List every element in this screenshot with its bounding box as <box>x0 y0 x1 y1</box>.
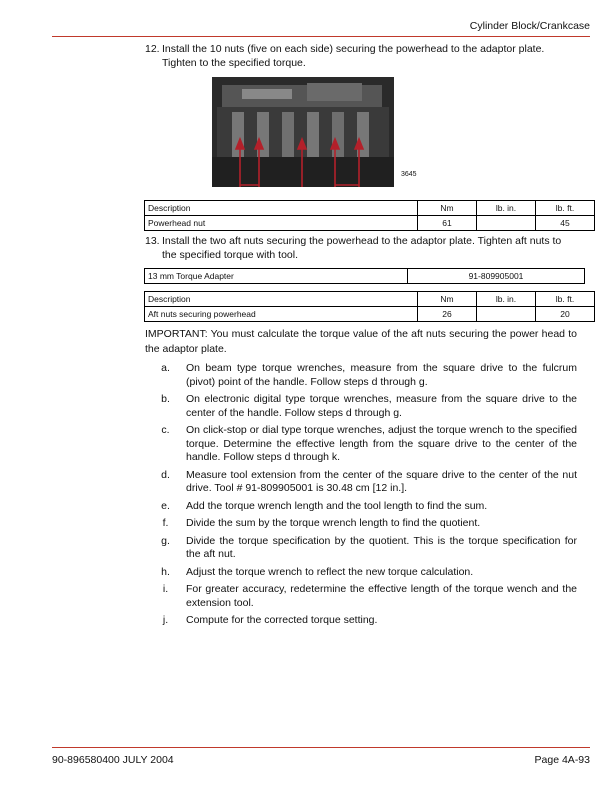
table-header-row <box>145 292 595 307</box>
footer-rule <box>52 747 590 748</box>
step-number: 13. <box>145 235 160 247</box>
tool-name: 13 mm Torque Adapter <box>145 269 408 284</box>
step-13 <box>145 234 577 262</box>
table-header-row <box>145 201 595 216</box>
item-letter: c. <box>161 424 170 436</box>
list-item <box>145 500 577 514</box>
list-item <box>145 583 577 610</box>
cell-description: Aft nuts securing powerhead <box>145 307 418 322</box>
item-text: Measure tool extension from the center of the square drive to the center of the nut drive. Tool # 91-809905001 is 30.48 cm [12 in.]. <box>186 468 577 494</box>
list-item <box>145 614 577 628</box>
table-row <box>145 307 595 322</box>
item-text: Compute for the corrected torque setting. <box>186 614 378 626</box>
item-text: On beam type torque wrenches, measure from the square drive to the fulcrum (pivot) point of the handle. Follow steps d through g. <box>186 362 577 388</box>
item-letter: f. <box>162 517 169 529</box>
figure-id: 3645 <box>401 171 417 178</box>
list-item <box>145 469 577 496</box>
powerhead-illustration <box>212 77 394 187</box>
item-text: For greater accuracy, redetermine the effective length of the torque wench and the extension tool. <box>186 583 577 609</box>
step-text-line1: Install the two aft nuts securing the powerhead to the adaptor plate. Tighten aft nuts to <box>162 235 562 247</box>
item-letter: d. <box>161 468 170 481</box>
step-text-line2: Tighten to the specified torque. <box>162 57 306 69</box>
step-text-line1: Install the 10 nuts (five on each side) securing the powerhead to the adaptor plate. <box>162 43 545 55</box>
cell-lb-ft: 20 <box>536 307 595 322</box>
torque-table-powerhead <box>144 200 595 231</box>
page-number: Page 4A-93 <box>534 754 590 766</box>
item-text: Add the torque wrench length and the tool length to find the sum. <box>186 499 488 512</box>
cell-lb-in <box>477 216 536 231</box>
section-header: Cylinder Block/Crankcase <box>469 20 590 32</box>
item-letter: g. <box>161 534 170 547</box>
header-description: Description <box>145 201 418 216</box>
item-text: On click-stop or dial type torque wrenches, adjust the torque wrench to the specified torque. Determine the effective length from the square drive to the center of the handle. Follow steps d through k. <box>186 424 577 463</box>
list-item <box>145 566 577 580</box>
tool-part-number: 91-809905001 <box>408 269 585 284</box>
list-item <box>145 393 577 420</box>
list-item <box>145 362 577 389</box>
step-number: 12. <box>145 43 160 55</box>
powerhead-photo <box>212 77 394 187</box>
header-lb-ft: lb. ft. <box>536 292 595 307</box>
header-lb-in: lb. in. <box>477 292 536 307</box>
header-rule <box>52 36 590 37</box>
item-letter: h. <box>161 565 170 578</box>
item-text: On electronic digital type torque wrenches, measure from the square drive to the center of the handle. Follow steps d through g. <box>186 393 577 419</box>
list-item <box>145 517 577 531</box>
list-item <box>145 535 577 562</box>
item-letter: b. <box>161 393 170 405</box>
item-text: Adjust the torque wrench to reflect the new torque calculation. <box>186 565 474 578</box>
cell-nm: 26 <box>418 307 477 322</box>
tool-table <box>144 268 585 284</box>
header-description: Description <box>145 292 418 307</box>
header-nm: Nm <box>418 292 477 307</box>
cell-description: Powerhead nut <box>145 216 418 231</box>
list-item <box>145 424 577 465</box>
header-lb-in: lb. in. <box>477 201 536 216</box>
important-note: IMPORTANT: You must calculate the torque value of the aft nuts securing the power head to the adaptor plate. <box>145 328 577 355</box>
torque-table-aft-nuts <box>144 291 595 322</box>
step-text-line2: the specified torque with tool. <box>162 249 298 261</box>
table-row <box>145 216 595 231</box>
item-text: Divide the sum by the torque wrench length to find the quotient. <box>186 517 481 529</box>
cell-lb-in <box>477 307 536 322</box>
step-12 <box>145 42 577 70</box>
substep-list <box>145 362 577 632</box>
item-letter: i. <box>162 583 169 595</box>
cell-nm: 61 <box>418 216 477 231</box>
item-text: Divide the torque specification by the quotient. This is the torque specification for the aft nut. <box>186 534 577 560</box>
item-letter: j. <box>162 614 169 626</box>
table-row <box>145 269 585 284</box>
item-letter: e. <box>161 499 170 512</box>
doc-number: 90-896580400 JULY 2004 <box>52 754 174 766</box>
header-nm: Nm <box>418 201 477 216</box>
item-letter: a. <box>161 362 170 374</box>
header-lb-ft: lb. ft. <box>536 201 595 216</box>
cell-lb-ft: 45 <box>536 216 595 231</box>
